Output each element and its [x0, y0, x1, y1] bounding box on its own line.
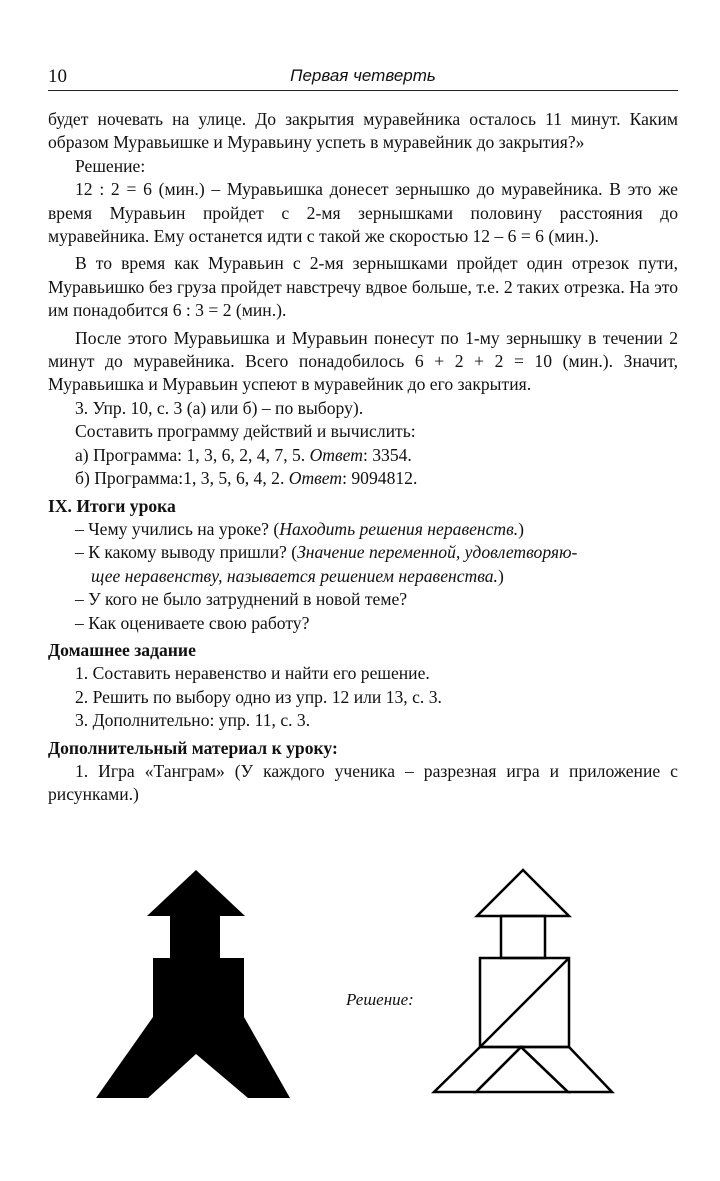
paragraph: После этого Муравьишка и Муравьин понесут по 1-му зернышку в течении 2 минут до муравейника. Всего понадобилось 6 + 2 + 2 = 10 (мин.). Значит, Муравьишка и Муравьин успеют в муравейник до его закрытия.	[48, 327, 678, 395]
tangram-solution	[434, 870, 612, 1092]
exercise-reference: 3. Упр. 10, с. 3 (а) или б) – по выбору).	[75, 397, 364, 418]
list-item	[48, 541, 678, 588]
list-item: – Как оцениваете свою работу?	[75, 612, 310, 633]
program-a-text: а) Программа: 1, 3, 6, 2, 4, 7, 5.	[75, 444, 310, 465]
answer-continuation	[75, 565, 678, 588]
page-header	[48, 60, 678, 91]
answer-text: Значение переменной, удовлетворяю-	[297, 542, 578, 563]
paragraph: 12 : 2 = 6 (мин.) – Муравьишка донесет зернышко до муравейника. В это же время Муравьин пройдет с 2-мя зернышками половину расстояния до муравейника. Ему останется идти с такой же скоростью 12 – 6 = 6 (мин.).	[48, 179, 678, 247]
program-b-text: б) Программа:1, 3, 5, 6, 4, 2.	[75, 468, 289, 489]
solution-heading: Решение:	[75, 155, 146, 176]
paragraph: В то время как Муравьин с 2-мя зернышками пройдет один отрезок пути, Муравьишко без груза пройдет навстречу вдвое больше, т.е. 2 таких отрезка. На это им понадобится 6 : 3 = 2 (мин.).	[48, 253, 678, 321]
answer-label: Ответ	[309, 444, 363, 465]
homework-item: 2. Решить по выбору одно из упр. 12 или 13, с. 3.	[75, 686, 442, 707]
homework-item: 1. Составить неравенство и найти его решение.	[75, 663, 430, 684]
paragraph: будет ночевать на улице. До закрытия муравейника осталось 11 минут. Каким образом Муравьишке и Муравьину успеть в муравейник до закрытия?»	[48, 109, 678, 153]
homework-item: 3. Дополнительно: упр. 11, с. 3.	[75, 710, 311, 731]
paren: )	[518, 518, 525, 539]
answer-text: Находить решения неравенств.	[279, 518, 519, 539]
page-number: 10	[48, 66, 67, 87]
program-b	[48, 467, 678, 490]
paren: )	[497, 565, 504, 586]
homework-heading: Домашнее задание	[48, 639, 196, 660]
list-item	[48, 518, 678, 541]
question-text: – К какому выводу пришли? (	[75, 542, 298, 563]
solution-label: Решение:	[346, 990, 414, 1009]
section-heading: IX. Итоги урока	[48, 495, 176, 516]
program-a	[48, 444, 678, 467]
tangram-figures	[0, 862, 720, 1102]
extra-text: 1. Игра «Танграм» (У каждого ученика – разрезная игра и приложение с рисунками.)	[48, 760, 678, 805]
running-title: Первая четверть	[290, 66, 436, 85]
extra-heading: Дополнительный материал к уроку:	[48, 737, 338, 758]
question-text: – Чему учились на уроке? (	[75, 518, 280, 539]
answer-label: Ответ	[288, 468, 343, 489]
program-b-answer: : 9094812.	[342, 468, 418, 489]
answer-text: щее неравенству, называется решением неравенства.	[91, 565, 498, 586]
page-body	[48, 108, 678, 807]
tangram-silhouette	[96, 870, 290, 1098]
instruction: Составить программу действий и вычислить:	[75, 421, 416, 442]
program-a-answer: : 3354.	[362, 444, 412, 465]
list-item: – У кого не было затруднений в новой теме?	[75, 589, 408, 610]
